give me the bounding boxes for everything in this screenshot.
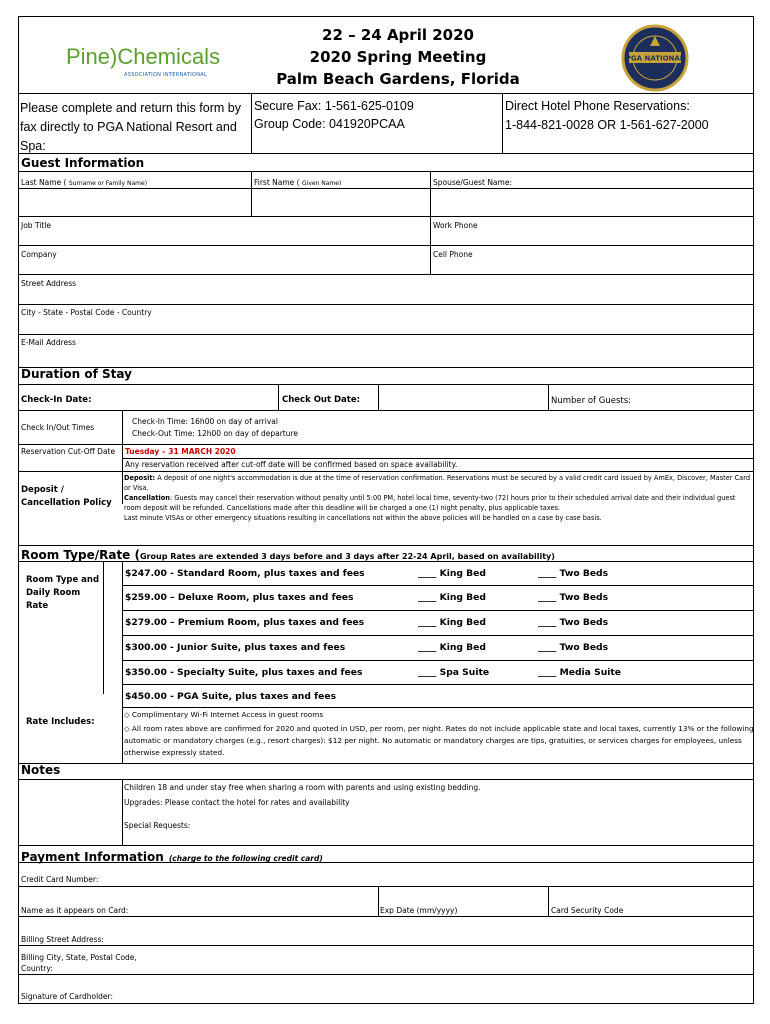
name-on-card-label: Name as it appears on Card:: [21, 906, 129, 915]
notes-title: Notes: [21, 763, 61, 777]
spouse-name-label: Spouse/Guest Name:: [433, 178, 512, 187]
room-rate-5: $350.00 - Specialty Suite, plus taxes and fees: [125, 667, 363, 678]
street-address-input[interactable]: [19, 289, 753, 302]
security-code-input[interactable]: [549, 887, 753, 904]
rate-includes-label: Rate Includes:: [26, 717, 95, 727]
room-option-5-a[interactable]: ____ Spa Suite: [418, 667, 490, 678]
deposit-policy-text: Deposit: A deposit of one night's accommodation is due at the time of reservation confirmation. Reservations must be secured by a valid credit card issued by AmEx, Discover, Master Card or Visa. Cancellation: Guests may cancel their reservation without penalty until 5:00 PM, hotel local time, seventy-two (72) hours prior to their scheduled arrival date and their individual guest room deposit will be refunded. Cancellations made after this deadline will be charged a one (1) night penalty, plus applicable taxes. Last minute VISAs or other emergency situations resulting in cancellations not within the above policies will be handled on a case by case basis.: [124, 474, 751, 522]
special-requests-label: Special Requests:: [124, 821, 191, 830]
include-wifi: ◇ Complimentary Wi-Fi Internet Access in guest rooms: [124, 710, 324, 719]
event-dates: 22 – 24 April 2020: [322, 26, 474, 44]
work-phone-label: Work Phone: [433, 221, 478, 230]
spouse-name-input[interactable]: [431, 189, 753, 216]
city-label: City - State - Postal Code - Country: [21, 308, 152, 317]
first-name-label: First Name ( Given Name): [254, 178, 342, 187]
secure-fax: Secure Fax: 1-561-625-0109: [254, 99, 414, 113]
cell-phone-input[interactable]: [431, 260, 753, 273]
pine-chemicals-logo: [64, 22, 222, 88]
city-input[interactable]: [19, 318, 753, 331]
logo-chemicals-text: Chemicals: [117, 44, 221, 69]
room-option-1-a[interactable]: ____ King Bed: [418, 568, 486, 579]
work-phone-input[interactable]: [431, 231, 753, 244]
payment-title: Payment Information (charge to the following credit card): [21, 850, 323, 864]
billing-city-label: Billing City, State, Postal Code, Country:: [21, 953, 137, 973]
company-label: Company: [21, 250, 57, 259]
duration-title: Duration of Stay: [21, 367, 132, 381]
last-name-label: Last Name ( Surname or Family Name): [21, 178, 148, 187]
billing-street-input[interactable]: [128, 918, 752, 943]
cutoff-date: Tuesday – 31 MARCH 2020: [125, 447, 236, 456]
special-requests-input[interactable]: [208, 816, 752, 842]
upgrades-note: Upgrades: Please contact the hotel for rates and availability: [124, 798, 350, 807]
billing-street-label: Billing Street Address:: [21, 935, 104, 944]
group-code: Group Code: 041920PCAA: [254, 117, 405, 131]
company-input[interactable]: [19, 260, 429, 273]
hotel-phone-label: Direct Hotel Phone Reservations:: [505, 99, 690, 113]
cutoff-note: Any reservation received after cut-off date will be confirmed based on space availability.: [125, 460, 458, 469]
card-number-input[interactable]: [118, 866, 752, 884]
street-address-label: Street Address: [21, 279, 77, 288]
include-rate-note: ◇ All room rates above are confirmed for 2020 and quoted in USD, per room, per night. Rates do not include applicable state and local taxes, currently 13% or the following automatic or mandatory charges (e.g., resort charges): $12 per night. No automatic or mandatory charges are tips, gratuities, or services charges for employees, unless otherwise expressly stated.: [124, 724, 754, 757]
pga-logo-main-text: PGA NATIONAL: [625, 54, 685, 63]
room-option-3-b[interactable]: ____ Two Beds: [538, 617, 609, 628]
event-name: 2020 Spring Meeting: [309, 48, 487, 66]
room-option-1-b[interactable]: ____ Two Beds: [538, 568, 609, 579]
room-option-4-a[interactable]: ____ King Bed: [418, 642, 486, 653]
billing-city-input[interactable]: [143, 947, 752, 973]
event-location: Palm Beach Gardens, Florida: [276, 70, 520, 88]
pga-national-logo: [620, 24, 690, 92]
reservation-form: [18, 16, 754, 1004]
fax-instructions: Please complete and return this form by fax directly to PGA National Resort and Spa:: [20, 101, 241, 153]
deposit-label: Deposit / Cancellation Policy: [21, 485, 112, 508]
last-name-input[interactable]: [19, 189, 250, 216]
check-out-label: Check Out Date:: [282, 395, 361, 405]
card-number-label: Credit Card Number:: [21, 875, 99, 884]
room-option-2-a[interactable]: ____ King Bed: [418, 592, 486, 603]
signature-input[interactable]: [138, 976, 752, 1002]
logo-subtitle: ASSOCIATION INTERNATIONAL: [124, 72, 208, 78]
check-in-label: Check-In Date:: [21, 395, 92, 405]
room-rate-1: $247.00 - Standard Room, plus taxes and fees: [125, 568, 365, 579]
logo-pine-text: Pine: [66, 44, 111, 69]
check-out-input[interactable]: [379, 385, 547, 409]
logo-bracket-icon: ): [110, 44, 118, 69]
security-code-label: Card Security Code: [551, 906, 624, 915]
email-input[interactable]: [19, 348, 753, 361]
room-rate-3: $279.00 – Premium Room, plus taxes and fees: [125, 617, 365, 628]
room-option-4-b[interactable]: ____ Two Beds: [538, 642, 609, 653]
room-rate-6: $450.00 - PGA Suite, plus taxes and fees: [125, 691, 337, 702]
check-in-input[interactable]: [122, 385, 277, 409]
children-note: Children 18 and under stay free when sharing a room with parents and using existing bedding.: [124, 783, 481, 792]
signature-label: Signature of Cardholder:: [21, 992, 114, 1001]
exp-date-input[interactable]: [379, 887, 547, 904]
room-option-3-a[interactable]: ____ King Bed: [418, 617, 486, 628]
room-option-5-b[interactable]: ____ Media Suite: [538, 667, 622, 678]
room-option-2-b[interactable]: ____ Two Beds: [538, 592, 609, 603]
room-rate-4: $300.00 - Junior Suite, plus taxes and fees: [125, 642, 346, 653]
check-in-time: Check-In Time: 16h00 on day of arrival: [132, 417, 278, 426]
room-type-label: Room Type and Daily Room Rate: [26, 575, 100, 611]
guest-info-title: Guest Information: [21, 156, 145, 170]
hotel-phone-numbers: 1-844-821-0028 OR 1-561-627-2000: [505, 118, 709, 132]
email-label: E-Mail Address: [21, 338, 76, 347]
job-title-input[interactable]: [19, 231, 429, 244]
cutoff-label: Reservation Cut-Off Date: [21, 447, 116, 456]
cell-phone-label: Cell Phone: [433, 250, 473, 259]
guests-label: Number of Guests:: [551, 396, 631, 406]
room-rate-2: $259.00 – Deluxe Room, plus taxes and fees: [125, 592, 354, 603]
check-out-time: Check-Out Time: 12h00 on day of departure: [132, 429, 299, 438]
exp-date-label: Exp Date (mm/yyyy): [380, 906, 458, 915]
job-title-label: Job Title: [21, 221, 52, 230]
name-on-card-input[interactable]: [148, 888, 376, 914]
room-type-title: Room Type/Rate (Group Rates are extended 3 days before and 3 days after 22-24 April, based on availability): [21, 548, 555, 562]
times-label: Check In/Out Times: [21, 423, 95, 432]
first-name-input[interactable]: [252, 189, 429, 216]
